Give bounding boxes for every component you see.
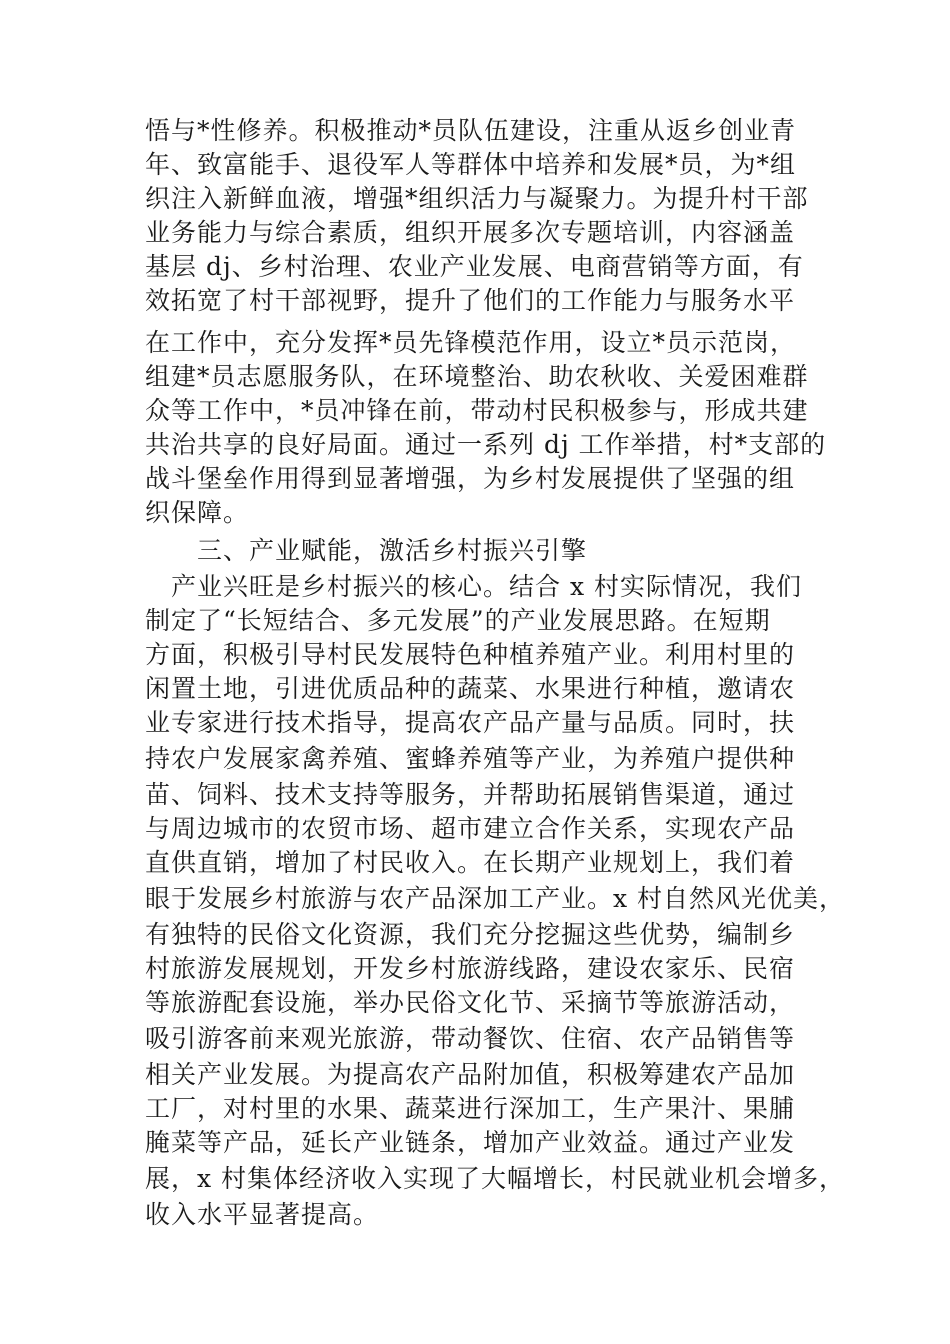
paragraph-2-line: 收入水平显著提高。 — [145, 1200, 380, 1229]
paragraph-1-line: 基层 dj、乡村治理、农业产业发展、电商营销等方面，有 — [145, 252, 804, 281]
paragraph-2-line: 方面，积极引导村民发展特色种植养殖产业。利用村里的 — [145, 640, 796, 669]
paragraph-1-line: 年、致富能手、退役军人等群体中培养和发展*员，为*组 — [145, 150, 797, 179]
paragraph-2-line: 业专家进行技术指导，提高农产品产量与品质。同时，扶 — [145, 708, 796, 737]
paragraph-1-line: 效拓宽了村干部视野，提升了他们的工作能力与服务水平 — [145, 286, 796, 315]
paragraph-1-line: 悟与*性修养。积极推动*员队伍建设，注重从返乡创业青 — [145, 116, 797, 145]
paragraph-1-line: 众等工作中，*员冲锋在前，带动村民积极参与，形成共建 — [145, 396, 809, 425]
paragraph-2-line: 工厂，对村里的水果、蔬菜进行深加工，生产果汁、果脯 — [145, 1094, 796, 1123]
paragraph-2-line: 眼于发展乡村旅游与农产品深加工产业。x 村自然风光优美， — [145, 884, 846, 913]
paragraph-2-line: 有独特的民俗文化资源，我们充分挖掘这些优势，编制乡 — [145, 920, 796, 949]
paragraph-1-line: 组建*员志愿服务队，在环境整治、助农秋收、关爱困难群 — [145, 362, 809, 391]
paragraph-2-line: 腌菜等产品，延长产业链条，增加产业效益。通过产业发 — [145, 1128, 796, 1157]
paragraph-1-line: 战斗堡垒作用得到显著增强，为乡村发展提供了坚强的组 — [145, 464, 796, 493]
paragraph-2-line: 苗、饲料、技术支持等服务，并帮助拓展销售渠道，通过 — [145, 780, 796, 809]
paragraph-1-line: 织注入新鲜血液，增强*组织活力与凝聚力。为提升村干部 — [145, 184, 809, 213]
paragraph-2-line: 吸引游客前来观光旅游，带动餐饮、住宿、农产品销售等 — [145, 1024, 796, 1053]
paragraph-2-line: 相关产业发展。为提高农产品附加值，积极筹建农产品加 — [145, 1060, 796, 1089]
paragraph-1-line: 业务能力与综合素质，组织开展多次专题培训，内容涵盖 — [145, 218, 796, 247]
paragraph-2-line: 持农户发展家禽养殖、蜜蜂养殖等产业，为养殖户提供种 — [145, 744, 796, 773]
paragraph-2-line: 产业兴旺是乡村振兴的核心。结合 x 村实际情况，我们 — [171, 572, 802, 601]
paragraph-1-line: 织保障。 — [145, 498, 250, 527]
section-heading: 三、产业赋能，激活乡村振兴引擎 — [197, 536, 588, 565]
paragraph-2-line: 村旅游发展规划，开发乡村旅游线路，建设农家乐、民宿 — [145, 954, 796, 983]
paragraph-2-line: 与周边城市的农贸市场、超市建立合作关系，实现农产品 — [145, 814, 796, 843]
paragraph-2-line: 闲置土地，引进优质品种的蔬菜、水果进行种植，邀请农 — [145, 674, 796, 703]
paragraph-2-line: 制定了“长短结合、多元发展”的产业发展思路。在短期 — [145, 606, 771, 635]
paragraph-1-line: 共治共享的良好局面。通过一系列 dj 工作举措，村*支部的 — [145, 430, 827, 459]
paragraph-2-line: 展，x 村集体经济收入实现了大幅增长，村民就业机会增多， — [145, 1164, 846, 1193]
paragraph-2-line: 等旅游配套设施，举办民俗文化节、采摘节等旅游活动， — [145, 988, 796, 1017]
paragraph-2-line: 直供直销，增加了村民收入。在长期产业规划上，我们着 — [145, 848, 796, 877]
paragraph-1-line: 在工作中，充分发挥*员先锋模范作用，设立*员示范岗， — [145, 328, 797, 357]
